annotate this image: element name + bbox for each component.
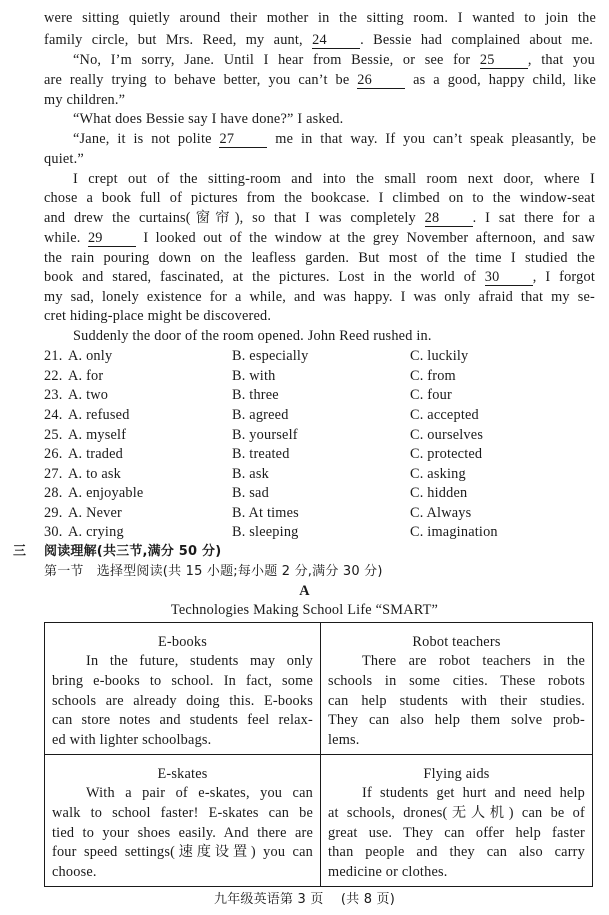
technology-table [44, 622, 593, 887]
answer-blank[interactable]: 25 [480, 53, 528, 69]
cell-eskates [45, 755, 321, 887]
option-b[interactable]: B. especially [232, 348, 309, 364]
question-number: 28. [44, 485, 63, 501]
answer-blank[interactable]: 29 [88, 231, 136, 247]
cell-title: E-books [157, 634, 208, 650]
cell-title: E-skates [157, 766, 208, 782]
passage-line: and drew the curtains(窗帘), so that I was completely 28 . I sat there for a [44, 210, 595, 226]
passage-letter: A [299, 583, 310, 599]
option-a[interactable]: A. to ask [68, 466, 122, 482]
answer-blank[interactable]: 24 [312, 33, 360, 49]
passage-line: are really trying to behave better, you can’t be 26 as a good, happy child, like [44, 72, 596, 88]
cell-title: Robot teachers [412, 634, 501, 650]
option-c[interactable]: C. Always [410, 505, 472, 521]
passage-line: “What does Bessie say I have done?” I asked. [73, 111, 344, 127]
question-number: 27. [44, 466, 63, 482]
option-c[interactable]: C. from [410, 368, 456, 384]
passage-line: the rain pouring down on the leafless garden. But most of the time I studied the [44, 250, 595, 266]
option-c[interactable]: C. accepted [410, 407, 479, 423]
answer-blank[interactable]: 28 [425, 211, 473, 227]
question-number: 21. [44, 348, 63, 364]
option-a[interactable]: A. for [68, 368, 104, 384]
option-c[interactable]: C. luckily [410, 348, 469, 364]
passage-line: “Jane, it is not polite 27 me in that way. If you can’t speak pleasantly, be [73, 131, 596, 147]
option-c[interactable]: C. protected [410, 446, 483, 462]
passage-line: family circle, but Mrs. Reed, my aunt, 24 . Bessie had complained about me. [44, 32, 593, 48]
cell-title: Flying aids [423, 766, 490, 782]
option-c[interactable]: C. ourselves [410, 427, 484, 443]
question-number: 22. [44, 368, 63, 384]
cell-body: With a pair of e-skates, you can walk to school faster! E-skates can be tied to your shoes easily. And there are four speed settings(速度设置) you can choose. [52, 785, 313, 881]
option-b[interactable]: B. three [232, 387, 279, 403]
cell-body: In the future, students may only bring e-books to school. In fact, some schools are already doing this. E-books can store notes and students feel relax- ed with lighter schoolbags. [52, 653, 313, 749]
option-a[interactable]: A. enjoyable [68, 485, 144, 501]
passage-line: while. 29 I looked out of the window at the grey November afternoon, and saw [44, 230, 595, 246]
answer-blank[interactable]: 27 [219, 132, 267, 148]
option-a[interactable]: A. refused [68, 407, 130, 423]
passage-line: were sitting quietly around their mother in the sitting room. I wanted to join the [44, 10, 596, 26]
section-title: 阅读理解(共三节,满分 50 分) [44, 544, 222, 559]
cell-robot-teachers [321, 623, 593, 755]
cell-ebooks [45, 623, 321, 755]
answer-blank[interactable]: 30 [485, 270, 533, 286]
option-b[interactable]: B. sleeping [232, 524, 299, 540]
passage-line: my children.” [44, 92, 126, 108]
section-number: 三 [13, 544, 27, 559]
passage-line: I crept out of the sitting-room and into the small room next door, where I [73, 171, 595, 187]
option-a[interactable]: A. crying [68, 524, 124, 540]
answer-blank[interactable]: 26 [357, 73, 405, 89]
question-number: 30. [44, 524, 63, 540]
passage-line: “No, I’m sorry, Jane. Until I hear from Bessie, or see for 25 , that you [73, 52, 595, 68]
option-c[interactable]: C. hidden [410, 485, 468, 501]
option-b[interactable]: B. yourself [232, 427, 298, 443]
passage-line: Suddenly the door of the room opened. John Reed rushed in. [73, 328, 432, 344]
option-c[interactable]: C. asking [410, 466, 466, 482]
option-b[interactable]: B. agreed [232, 407, 289, 423]
cell-body: If students get hurt and need help at schools, drones(无人机) can be of great use. They can offer help faster than people and they can also carry medicine or clothes. [328, 785, 585, 881]
page-number: 九年级英语第 3 页 [214, 892, 324, 907]
page-total: (共 8 页) [340, 892, 395, 907]
cell-body: There are robot teachers in the schools in some cities. These robots can help students with their studies. They can also help them solve prob- lems. [328, 653, 585, 749]
option-c[interactable]: C. imagination [410, 524, 498, 540]
passage-line: my sad, lonely existence for a while, and was happy. I was only afraid that my se- [44, 289, 595, 305]
option-a[interactable]: A. two [68, 387, 109, 403]
option-c[interactable]: C. four [410, 387, 452, 403]
option-a[interactable]: A. only [68, 348, 113, 364]
question-number: 23. [44, 387, 63, 403]
option-b[interactable]: B. sad [232, 485, 269, 501]
option-b[interactable]: B. At times [232, 505, 299, 521]
part-title: 第一节 选择型阅读(共 15 小题;每小题 2 分,满分 30 分) [44, 564, 383, 579]
question-number: 25. [44, 427, 63, 443]
page-footer [0, 890, 609, 909]
passage-title: Technologies Making School Life “SMART” [170, 602, 439, 618]
option-a[interactable]: A. traded [68, 446, 123, 462]
passage-line: chose a book full of pictures from the bookcase. I climbed on to the window-seat [44, 190, 595, 206]
option-a[interactable]: A. myself [68, 427, 127, 443]
question-number: 24. [44, 407, 63, 423]
option-b[interactable]: B. treated [232, 446, 290, 462]
question-number: 26. [44, 446, 63, 462]
option-b[interactable]: B. with [232, 368, 276, 384]
passage-line: book and stared, fascinated, at the pictures. Lost in the world of 30 , I forgot [44, 269, 595, 285]
passage-line: cret hiding-place might be discovered. [44, 308, 272, 324]
passage-line: quiet.” [44, 151, 84, 167]
option-a[interactable]: A. Never [68, 505, 122, 521]
option-b[interactable]: B. ask [232, 466, 269, 482]
question-number: 29. [44, 505, 63, 521]
cell-flying-aids [321, 755, 593, 887]
